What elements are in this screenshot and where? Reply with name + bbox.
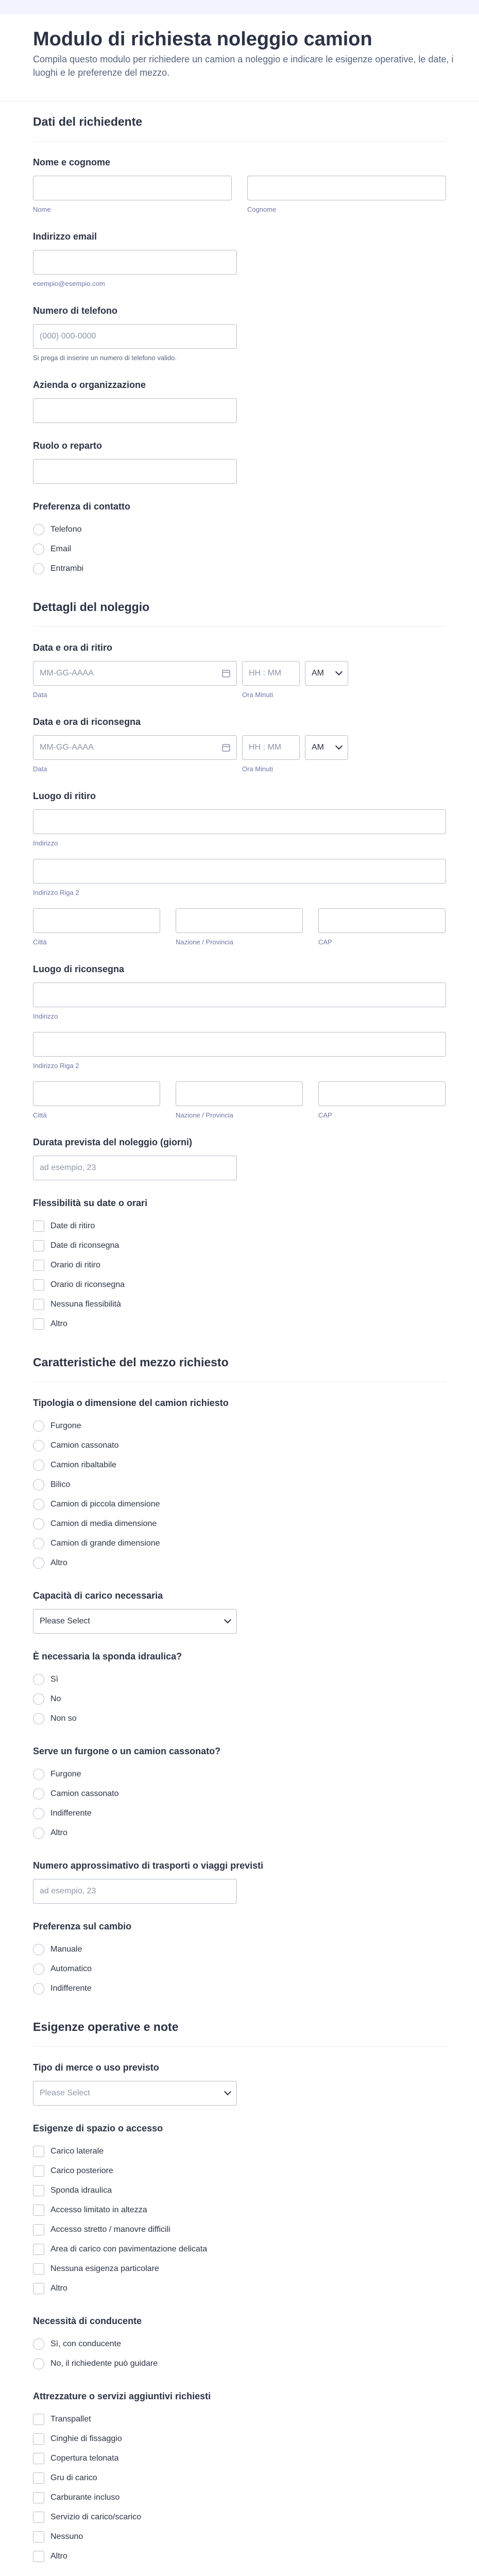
radio-option[interactable] (33, 520, 446, 539)
field-label: Tipo di merce o uso previsto (33, 2062, 159, 2073)
checkbox[interactable] (33, 1221, 44, 1232)
first-name-input[interactable] (33, 176, 232, 200)
option-label: No, il richiedente può guidare (50, 2359, 158, 2368)
field-sublabel: Cognome (247, 206, 277, 213)
option-label: Accesso stretto / manovre difficili (50, 2225, 170, 2234)
option-label: Email (50, 545, 72, 553)
date-placeholder: MM-GG-AAAA (40, 669, 94, 677)
field-label: Esigenze di spazio o accesso (33, 2123, 163, 2133)
company-input[interactable] (33, 398, 237, 423)
checkbox[interactable] (33, 2453, 44, 2464)
return-zip-input[interactable] (318, 1081, 446, 1106)
field-sublabel: esempio@esempio.com (33, 280, 105, 287)
field-label: Nome e cognome (33, 157, 111, 167)
checkbox[interactable] (33, 2263, 44, 2275)
option-label: Altro (50, 2552, 67, 2561)
field-sublabel: Città (33, 938, 47, 946)
checkbox-option[interactable] (33, 2161, 446, 2181)
checkbox-option[interactable] (33, 1236, 446, 1256)
radio-option[interactable] (33, 1784, 446, 1804)
checkbox[interactable] (33, 1299, 44, 1310)
form-description: Compila questo modulo per richiedere un camion a noleggio e indicare le esigenze operative, le date, i luoghi e le preferenze del mezzo. (33, 54, 454, 78)
field-label: Necessità di conducente (33, 2316, 142, 2326)
checkbox-option[interactable] (33, 2547, 446, 2566)
form-title: Modulo di richiesta noleggio camion (33, 28, 372, 50)
checkbox[interactable] (33, 2244, 44, 2255)
option-label: Manuale (50, 1945, 82, 1954)
field-trips (33, 1851, 446, 1912)
checkbox-option[interactable] (33, 1314, 446, 1334)
option-label: Sì (50, 1675, 59, 1684)
option-label: Camion cassonato (50, 1789, 119, 1798)
field-sublabel: Indirizzo (33, 1012, 58, 1020)
option-label: Furgone (50, 1770, 81, 1778)
field-sublabel: Nazione / Provincia (176, 1111, 233, 1119)
option-label: Nessuna flessibilità (50, 1300, 121, 1309)
radio-button[interactable] (33, 1518, 44, 1530)
option-label: Sponda idraulica (50, 2186, 112, 2195)
field-label: Attrezzature o servizi aggiuntivi richiesti (33, 2391, 211, 2401)
radio-button[interactable] (33, 1440, 44, 1451)
field-sublabel: Data (33, 765, 47, 773)
field-label: Capacità di carico necessaria (33, 1590, 163, 1601)
date-placeholder: MM-GG-AAAA (40, 743, 94, 752)
checkbox[interactable] (33, 2492, 44, 2503)
option-label: Servizio di carico/scarico (50, 2513, 142, 2521)
section-requester (0, 101, 479, 587)
field-label: Preferenza di contatto (33, 501, 131, 512)
field-label: Serve un furgone o un camion cassonato? (33, 1746, 221, 1756)
radio-button[interactable] (33, 1944, 44, 1955)
option-label: Non so (50, 1714, 77, 1723)
radio-option[interactable] (33, 539, 446, 559)
checkbox[interactable] (33, 2531, 44, 2543)
option-label: Date di riconsegna (50, 1241, 119, 1250)
field-flexibility (33, 1189, 446, 1342)
radio-button[interactable] (33, 2358, 44, 2369)
checkbox-option[interactable] (33, 2488, 446, 2507)
field-label: Flessibilità su date o orari (33, 1198, 148, 1208)
checkbox[interactable] (33, 2433, 44, 2445)
radio-button[interactable] (33, 1460, 44, 1471)
duration-input[interactable]: ad esempio, 23 (33, 1156, 237, 1180)
return-date-input[interactable] (33, 735, 237, 760)
checkbox-option[interactable] (33, 1275, 446, 1295)
radio-option[interactable] (33, 1804, 446, 1823)
checkbox-option[interactable] (33, 2410, 446, 2429)
checkbox-option[interactable] (33, 1256, 446, 1275)
option-label: Indifferente (50, 1984, 92, 1993)
option-label: Orario di riconsegna (50, 1280, 125, 1289)
option-label: Accesso limitato in altezza (50, 2206, 147, 2214)
field-sublabel: Città (33, 1111, 47, 1119)
radio-option[interactable] (33, 1709, 446, 1728)
form-header (0, 14, 479, 101)
field-label: Tipologia o dimensione del camion richiesto (33, 1398, 229, 1408)
field-sublabel: Nazione / Provincia (176, 938, 233, 946)
section-rental-details (0, 587, 479, 1342)
select-placeholder: Please Select (40, 2089, 90, 2097)
field-capacity (33, 1581, 446, 1642)
field-contact-preference (33, 492, 446, 587)
pickup-time-input[interactable]: HH : MM (242, 661, 300, 686)
phone-input[interactable]: (000) 000-0000 (33, 324, 237, 349)
checkbox[interactable] (33, 2512, 44, 2523)
radio-option[interactable] (33, 1553, 446, 1573)
field-equipment (33, 2382, 446, 2574)
field-van-or-box (33, 1737, 446, 1851)
radio-option[interactable] (33, 1416, 446, 1436)
field-truck-type (33, 1388, 446, 1581)
radio-button[interactable] (33, 1499, 44, 1510)
option-label: Camion di piccola dimensione (50, 1500, 160, 1509)
radio-option[interactable] (33, 1436, 446, 1455)
checkbox[interactable] (33, 2224, 44, 2235)
pickup-address-line1-input[interactable] (33, 809, 446, 834)
checkbox-option[interactable] (33, 2240, 446, 2259)
option-label: Sì, con conducente (50, 2340, 121, 2348)
field-duration (33, 1128, 446, 1189)
checkbox-option[interactable] (33, 2279, 446, 2298)
field-goods-type (33, 2053, 446, 2114)
checkbox-option[interactable] (33, 2200, 446, 2220)
radio-button[interactable] (33, 1693, 44, 1705)
checkbox[interactable] (33, 2551, 44, 2562)
field-phone (33, 296, 446, 370)
field-label: Durata prevista del noleggio (giorni) (33, 1137, 193, 1147)
pickup-zip-input[interactable] (318, 908, 446, 933)
radio-option[interactable] (33, 559, 446, 579)
checkbox-option[interactable] (33, 2220, 446, 2240)
radio-option[interactable] (33, 1979, 446, 1998)
calendar-icon[interactable] (222, 670, 230, 677)
pickup-date-input[interactable] (33, 661, 237, 686)
return-address-line1-input[interactable] (33, 982, 446, 1007)
radio-option[interactable] (33, 2334, 446, 2354)
option-label: Altro (50, 1828, 67, 1837)
option-label: Date di ritiro (50, 1222, 95, 1230)
radio-button[interactable] (33, 1713, 44, 1724)
field-tail-lift (33, 1642, 446, 1737)
chevron-down-icon (224, 2088, 231, 2095)
field-full-name (33, 148, 446, 222)
option-label: Copertura telonata (50, 2454, 119, 2463)
field-sublabel: CAP (318, 938, 332, 946)
select-value: Please Select (40, 1617, 90, 1625)
pickup-state-input[interactable] (176, 908, 303, 933)
return-time-input[interactable]: HH : MM (242, 735, 300, 760)
radio-option[interactable] (33, 1475, 446, 1495)
radio-option[interactable] (33, 1959, 446, 1979)
field-sublabel: Indirizzo Riga 2 (33, 1062, 79, 1070)
option-label: Indifferente (50, 1809, 92, 1818)
field-label: Ruolo o reparto (33, 440, 102, 451)
option-label: Cinghie di fissaggio (50, 2434, 122, 2443)
return-city-input[interactable] (33, 1081, 160, 1106)
option-label: Altro (50, 1558, 67, 1567)
radio-button[interactable] (33, 2338, 44, 2350)
field-sublabel: Data (33, 691, 47, 699)
option-label: Transpallet (50, 2415, 91, 2424)
checkbox[interactable] (33, 1279, 44, 1291)
checkbox-option[interactable] (33, 2259, 446, 2279)
option-label: Gru di carico (50, 2473, 97, 2482)
radio-button[interactable] (33, 524, 44, 535)
checkbox-option[interactable] (33, 2468, 446, 2488)
field-email (33, 222, 446, 296)
radio-button[interactable] (33, 1557, 44, 1569)
checkbox[interactable] (33, 1240, 44, 1251)
field-label: Luogo di riconsegna (33, 964, 125, 974)
checkbox[interactable] (33, 2146, 44, 2157)
radio-option[interactable] (33, 1495, 446, 1514)
return-address-line2-input[interactable] (33, 1032, 446, 1057)
field-role (33, 431, 446, 492)
field-label: Data e ora di riconsegna (33, 717, 141, 727)
field-pickup-datetime (33, 633, 446, 707)
chevron-down-icon (224, 1616, 231, 1623)
field-return-location (33, 955, 446, 1128)
option-label: Nessuna esigenza particolare (50, 2264, 159, 2273)
option-label: Carico posteriore (50, 2166, 113, 2175)
radio-option[interactable] (33, 1689, 446, 1709)
field-label: Preferenza sul cambio (33, 1921, 132, 1931)
return-ampm-select[interactable] (305, 735, 348, 760)
option-label: Furgone (50, 1421, 81, 1430)
return-state-input[interactable] (176, 1081, 303, 1106)
field-sublabel: Indirizzo (33, 839, 58, 847)
radio-button[interactable] (33, 1420, 44, 1432)
pickup-city-input[interactable] (33, 908, 160, 933)
calendar-icon[interactable] (222, 744, 230, 752)
chevron-down-icon (335, 668, 343, 675)
checkbox[interactable] (33, 2472, 44, 2484)
option-label: Altro (50, 2284, 67, 2293)
checkbox[interactable] (33, 2185, 44, 2196)
field-label: È necessaria la sponda idraulica? (33, 1651, 182, 1662)
radio-option[interactable] (33, 1455, 446, 1475)
checkbox-option[interactable] (33, 2429, 446, 2449)
option-label: Camion di media dimensione (50, 1519, 157, 1528)
option-label: Camion di grande dimensione (50, 1539, 160, 1548)
field-sublabel: Ora Minuti (242, 765, 273, 773)
section-vehicle (0, 1342, 479, 2007)
checkbox-option[interactable] (33, 2142, 446, 2161)
goods-type-select[interactable] (33, 2081, 237, 2106)
checkbox-option[interactable] (33, 2507, 446, 2527)
section-operations (0, 2007, 479, 2576)
section-title: Esigenze operative e note (33, 2007, 446, 2047)
checkbox[interactable] (33, 2205, 44, 2216)
checkbox[interactable] (33, 1318, 44, 1330)
radio-option[interactable] (33, 1823, 446, 1843)
option-label: Bilico (50, 1480, 71, 1489)
field-label: Numero di telefono (33, 306, 118, 316)
chevron-down-icon (335, 742, 343, 750)
radio-button[interactable] (33, 563, 44, 574)
option-label: Area di carico con pavimentazione delicata (50, 2245, 208, 2253)
checkbox[interactable] (33, 2283, 44, 2294)
radio-option[interactable] (33, 1514, 446, 1534)
checkbox[interactable] (33, 1260, 44, 1271)
pickup-ampm-select[interactable] (305, 661, 348, 686)
radio-option[interactable] (33, 1670, 446, 1689)
option-label: Carico laterale (50, 2147, 104, 2156)
option-label: Automatico (50, 1964, 92, 1973)
role-input[interactable] (33, 459, 237, 484)
checkbox-option[interactable] (33, 2527, 446, 2547)
last-name-input[interactable] (247, 176, 446, 200)
field-sublabel: Ora Minuti (242, 691, 273, 699)
radio-button[interactable] (33, 1963, 44, 1975)
capacity-select[interactable] (33, 1609, 237, 1634)
option-label: Telefono (50, 525, 82, 534)
option-label: Camion cassonato (50, 1441, 119, 1450)
section-title: Caratteristiche del mezzo richiesto (33, 1342, 446, 1382)
radio-button[interactable] (33, 1479, 44, 1490)
field-label: Numero approssimativo di trasporti o viaggi previsti (33, 1860, 264, 1871)
radio-button[interactable] (33, 544, 44, 555)
field-label: Luogo di ritiro (33, 791, 96, 801)
checkbox[interactable] (33, 2414, 44, 2425)
form-card (0, 14, 479, 2576)
email-input[interactable] (33, 250, 237, 275)
radio-button[interactable] (33, 1808, 44, 1819)
checkbox-option[interactable] (33, 2181, 446, 2200)
radio-option[interactable] (33, 1765, 446, 1784)
field-sublabel: Indirizzo Riga 2 (33, 889, 79, 896)
field-company (33, 370, 446, 431)
ampm-value: AM (312, 743, 324, 752)
field-label: Indirizzo email (33, 231, 97, 242)
checkbox[interactable] (33, 2165, 44, 2177)
option-label: Orario di ritiro (50, 1261, 100, 1269)
radio-option[interactable] (33, 1940, 446, 1959)
trips-input[interactable]: ad esempio, 23 (33, 1879, 237, 1904)
radio-button[interactable] (33, 1827, 44, 1839)
pickup-address-line2-input[interactable] (33, 859, 446, 884)
radio-button[interactable] (33, 1674, 44, 1685)
field-return-datetime (33, 707, 446, 782)
option-label: Carburante incluso (50, 2493, 120, 2502)
field-space-access (33, 2114, 446, 2307)
checkbox-option[interactable] (33, 1216, 446, 1236)
field-sublabel: CAP (318, 1111, 332, 1119)
field-label: Data e ora di ritiro (33, 642, 113, 653)
section-title: Dati del richiedente (33, 101, 446, 142)
field-label: Azienda o organizzazione (33, 380, 146, 390)
radio-option[interactable] (33, 2354, 446, 2374)
radio-button[interactable] (33, 1983, 44, 1994)
option-label: Entrambi (50, 564, 84, 573)
radio-button[interactable] (33, 1769, 44, 1780)
section-title: Dettagli del noleggio (33, 587, 446, 627)
field-driver (33, 2307, 446, 2382)
ampm-value: AM (312, 669, 324, 677)
radio-button[interactable] (33, 1538, 44, 1549)
checkbox-option[interactable] (33, 1295, 446, 1314)
radio-option[interactable] (33, 1534, 446, 1553)
option-label: Nessuno (50, 2532, 83, 2541)
checkbox-option[interactable] (33, 2449, 446, 2468)
field-pickup-location (33, 782, 446, 955)
option-label: No (50, 1694, 61, 1703)
field-sublabel: Si prega di inserire un numero di telefono valido. (33, 354, 177, 362)
field-gearbox (33, 1912, 446, 2007)
option-label: Camion ribaltabile (50, 1461, 117, 1469)
field-sublabel: Nome (33, 206, 51, 213)
radio-button[interactable] (33, 1788, 44, 1800)
option-label: Altro (50, 1319, 67, 1328)
